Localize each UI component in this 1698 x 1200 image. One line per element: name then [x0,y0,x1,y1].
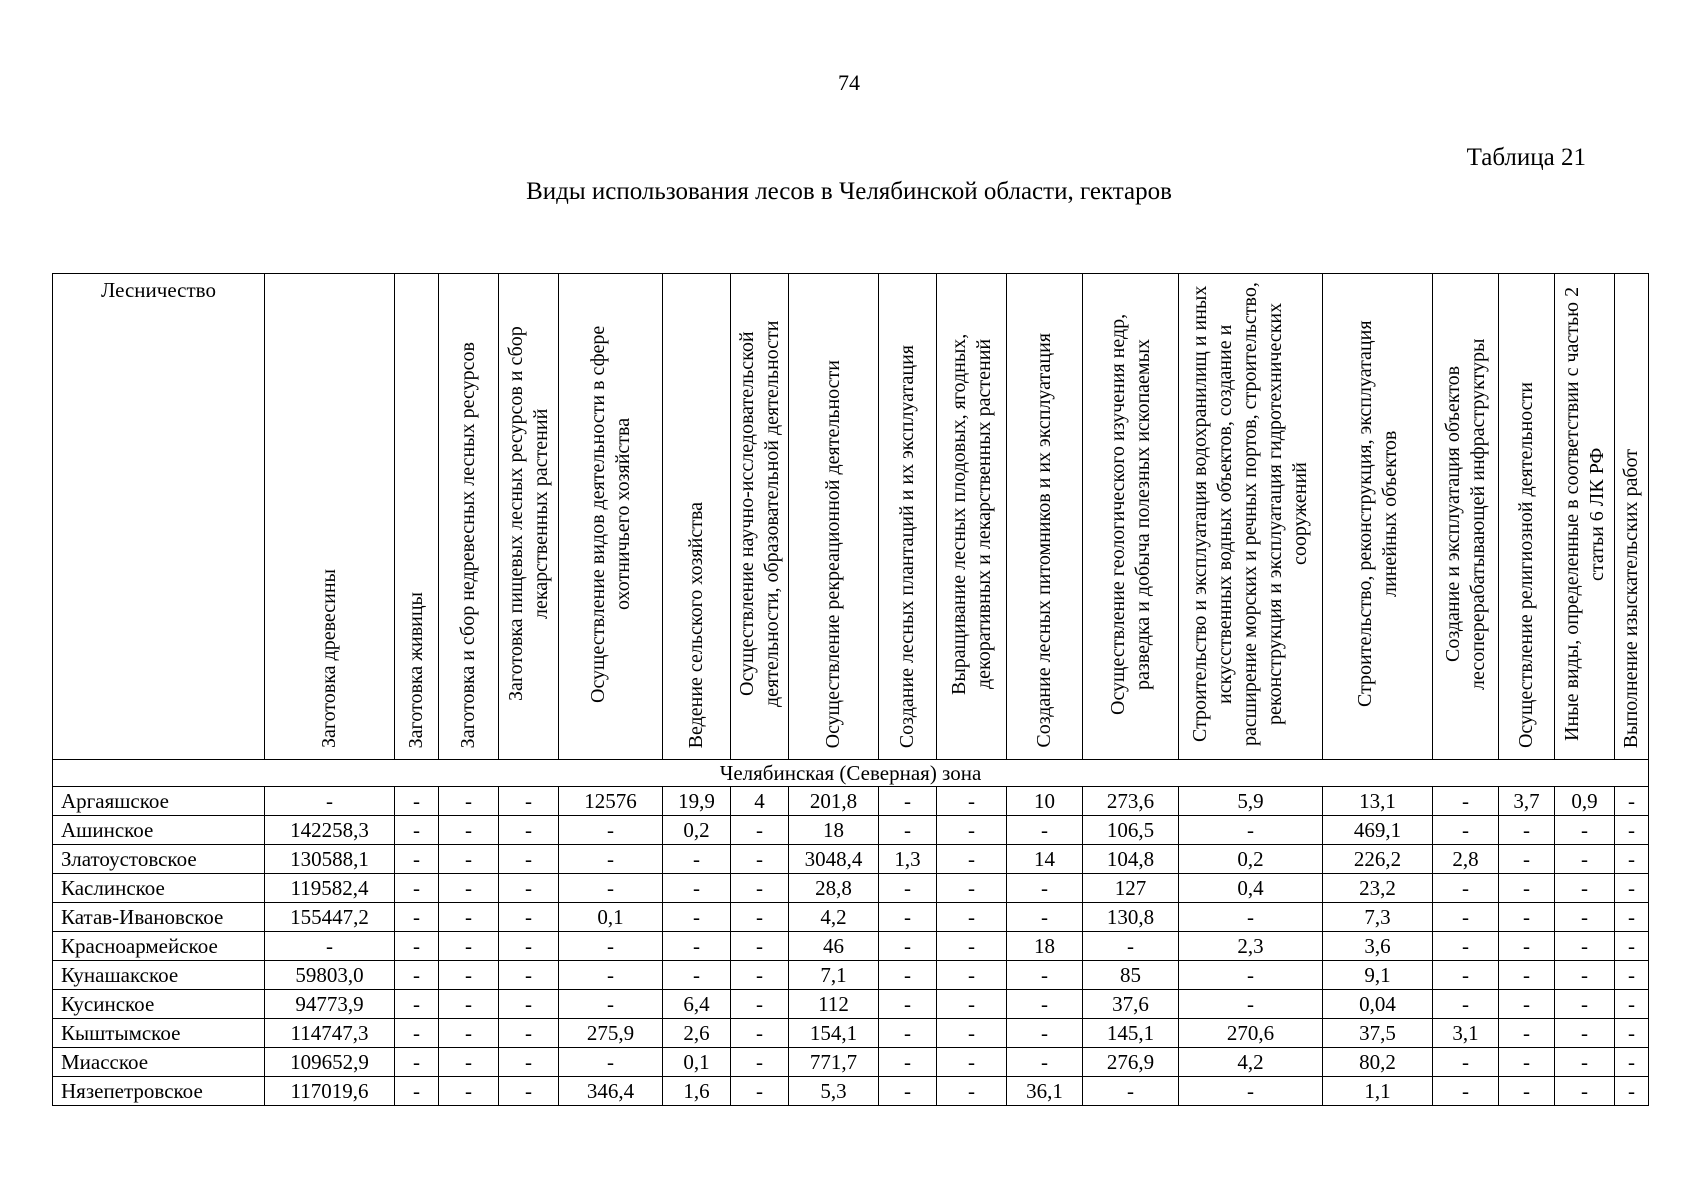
table-cell: - [439,1048,499,1077]
corner-header: Лесничество [53,274,265,760]
table-cell: 270,6 [1179,1019,1323,1048]
table-cell: - [1007,990,1083,1019]
table-cell: - [731,932,789,961]
table-cell: - [499,1019,559,1048]
table-cell: 771,7 [789,1048,879,1077]
table-cell: 226,2 [1323,845,1433,874]
table-cell: - [1179,990,1323,1019]
table-cell: - [879,932,937,961]
table-cell: - [1615,932,1649,961]
column-header: Выполнение изыскательских работ [1615,274,1649,760]
table-cell: - [1555,990,1615,1019]
table-cell: - [1555,845,1615,874]
table-cell: - [1433,990,1499,1019]
column-header: Заготовка и сбор недревесных лесных ресурсов [439,274,499,760]
table-cell: 346,4 [559,1077,663,1106]
table-cell: 2,8 [1433,845,1499,874]
table-row [53,903,1649,932]
table-cell: - [1555,874,1615,903]
table-cell: 37,6 [1083,990,1179,1019]
table-cell: 6,4 [663,990,731,1019]
table-cell: - [1433,816,1499,845]
table-cell: - [1555,1048,1615,1077]
table-cell: - [395,874,439,903]
table-cell: 2,3 [1179,932,1323,961]
forestry-name: Катав-Ивановское [53,903,265,932]
table-cell: - [663,932,731,961]
table-cell: 7,1 [789,961,879,990]
table-cell: 2,6 [663,1019,731,1048]
table-cell: 4 [731,787,789,816]
table-cell: - [559,990,663,1019]
table-cell: - [499,845,559,874]
table-cell: 275,9 [559,1019,663,1048]
table-cell: 46 [789,932,879,961]
table-cell: - [1179,1077,1323,1106]
table-cell: - [559,932,663,961]
table-cell: - [395,787,439,816]
table-row [53,932,1649,961]
table-cell: - [439,787,499,816]
table-cell: - [1555,903,1615,932]
forestry-name: Кунашакское [53,961,265,990]
table-cell: - [439,903,499,932]
column-header: Осуществление религиозной деятельности [1499,274,1555,760]
table-cell: 1,6 [663,1077,731,1106]
table-cell: 1,1 [1323,1077,1433,1106]
table-cell: 28,8 [789,874,879,903]
table-cell: - [499,1048,559,1077]
table-cell: - [1499,1048,1555,1077]
table-cell: - [937,932,1007,961]
forestry-name: Аргаяшское [53,787,265,816]
table-cell: - [1433,932,1499,961]
table-cell: 59803,0 [265,961,395,990]
table-cell: - [499,932,559,961]
table-cell: - [499,816,559,845]
forestry-name: Миасское [53,1048,265,1077]
table-cell: - [439,874,499,903]
table-row [53,1019,1649,1048]
table-cell: - [937,1048,1007,1077]
forestry-name: Красноармейское [53,932,265,961]
column-header: Заготовка живицы [395,274,439,760]
table-cell: - [499,787,559,816]
table-cell: - [731,1077,789,1106]
table-cell: 80,2 [1323,1048,1433,1077]
table-cell: - [395,1019,439,1048]
zone-row [53,760,1649,787]
table-cell: 94773,9 [265,990,395,1019]
table-cell: - [1499,903,1555,932]
column-header: Создание лесных питомников и их эксплуатация [1007,274,1083,760]
column-header: Заготовка древесины [265,274,395,760]
table-cell: - [559,874,663,903]
forestry-name: Нязепетровское [53,1077,265,1106]
table-cell: 0,2 [1179,845,1323,874]
table-cell: - [1615,1019,1649,1048]
table-cell: - [1433,787,1499,816]
table-cell: 127 [1083,874,1179,903]
table-cell: 201,8 [789,787,879,816]
forestry-name: Каслинское [53,874,265,903]
table-cell: - [395,961,439,990]
table-cell: - [1499,816,1555,845]
table-cell: - [879,903,937,932]
table-cell: 0,2 [663,816,731,845]
table-cell: - [1179,816,1323,845]
table-cell: - [439,932,499,961]
table-cell: 0,9 [1555,787,1615,816]
table-cell: 273,6 [1083,787,1179,816]
table-row [53,990,1649,1019]
table-cell: 37,5 [1323,1019,1433,1048]
table-cell: - [1615,874,1649,903]
table-cell: - [663,961,731,990]
forestry-name: Ашинское [53,816,265,845]
table-cell: - [1499,932,1555,961]
table-cell: - [731,903,789,932]
table-cell: - [1179,903,1323,932]
table-cell: 3,6 [1323,932,1433,961]
table-cell: - [1433,903,1499,932]
table-cell: 36,1 [1007,1077,1083,1106]
table-cell: - [879,787,937,816]
table-cell: 0,4 [1179,874,1323,903]
table-cell: 0,04 [1323,990,1433,1019]
table-cell: - [1615,990,1649,1019]
column-header: Заготовка пищевых лесных ресурсов и сбор лекарственных растений [499,274,559,760]
table-cell: 14 [1007,845,1083,874]
table-row [53,961,1649,990]
table-cell: - [879,1077,937,1106]
table-cell: - [1615,1048,1649,1077]
table-cell: 0,1 [663,1048,731,1077]
table-cell: - [1007,1019,1083,1048]
table-cell: - [395,845,439,874]
table-cell: - [499,874,559,903]
table-cell: - [559,1048,663,1077]
column-header: Выращивание лесных плодовых, ягодных, декоративных и лекарственных растений [937,274,1007,760]
column-header: Осуществление научно-исследовательской деятельности, образовательной деятельности [731,274,789,760]
table-cell: - [1433,1048,1499,1077]
table-cell: - [1007,961,1083,990]
table-cell: - [559,816,663,845]
table-cell: - [937,787,1007,816]
forestry-name: Кыштымское [53,1019,265,1048]
table-cell: - [937,874,1007,903]
table-cell: 130,8 [1083,903,1179,932]
table-cell: - [1555,932,1615,961]
table-cell: - [1499,1077,1555,1106]
table-cell: - [879,874,937,903]
table-cell: - [731,874,789,903]
table-cell: - [879,990,937,1019]
table-row [53,1048,1649,1077]
table-cell: - [559,961,663,990]
table-cell: - [1499,990,1555,1019]
table-cell: - [1615,787,1649,816]
table-cell: - [1433,1077,1499,1106]
table-cell: - [1555,816,1615,845]
table-cell: 119582,4 [265,874,395,903]
table-cell: 145,1 [1083,1019,1179,1048]
table-cell: - [395,990,439,1019]
table-cell: - [395,903,439,932]
zone-label: Челябинская (Северная) зона [53,760,1649,787]
table-cell: - [879,1019,937,1048]
table-cell: 18 [1007,932,1083,961]
table-cell: - [1007,874,1083,903]
table-cell: - [937,1077,1007,1106]
table-cell: - [879,1048,937,1077]
column-header: Осуществление геологического изучения недр, разведка и добыча полезных ископаемых [1083,274,1179,760]
table-cell: - [395,1077,439,1106]
table-cell: 112 [789,990,879,1019]
table-cell: 154,1 [789,1019,879,1048]
table-cell: - [1499,874,1555,903]
table-cell: - [937,1019,1007,1048]
table-cell: 3048,4 [789,845,879,874]
table-cell: - [395,932,439,961]
table-cell: - [1555,961,1615,990]
table-cell: 3,7 [1499,787,1555,816]
table-cell: - [439,845,499,874]
table-cell: - [1433,874,1499,903]
table-cell: - [1499,961,1555,990]
forestry-name: Златоустовское [53,845,265,874]
table-cell: 469,1 [1323,816,1433,845]
table-cell: 7,3 [1323,903,1433,932]
table-cell: - [1499,1019,1555,1048]
table-cell: - [1615,903,1649,932]
table-cell: - [663,903,731,932]
table-cell: - [1007,903,1083,932]
table-cell: - [395,1048,439,1077]
document-title: Виды использования лесов в Челябинской области, гектаров [526,178,1172,205]
column-header: Строительство и эксплуатация водохранилищ и иных искусственных водных объектов, создание и расширение морских и речных портов, строительство, реконструкция и эксплуатация гидротехнических сооружений [1179,274,1323,760]
table-cell: - [879,816,937,845]
column-header: Осуществление видов деятельности в сфере охотничьего хозяйства [559,274,663,760]
table-row [53,845,1649,874]
table-cell: - [1007,816,1083,845]
table-row [53,816,1649,845]
table-cell: 155447,2 [265,903,395,932]
table-cell: 1,3 [879,845,937,874]
table-cell: - [395,816,439,845]
table-cell: - [265,932,395,961]
table-cell: - [1083,932,1179,961]
table-cell: - [1555,1077,1615,1106]
table-cell: 104,8 [1083,845,1179,874]
table-cell: - [663,845,731,874]
table-cell: - [439,816,499,845]
table-cell: - [937,990,1007,1019]
table-row [53,874,1649,903]
table-cell: - [439,961,499,990]
table-cell: 0,1 [559,903,663,932]
table-cell: - [879,961,937,990]
table-cell: 117019,6 [265,1077,395,1106]
column-header: Создание и эксплуатация объектов лесоперерабатывающей инфраструктуры [1433,274,1499,760]
forest-use-table [52,273,1649,1106]
table-cell: 5,3 [789,1077,879,1106]
table-cell: - [499,903,559,932]
table-cell: - [1615,1077,1649,1106]
table-cell: - [731,961,789,990]
table-cell: - [1615,816,1649,845]
table-cell: 4,2 [789,903,879,932]
table-cell: - [937,816,1007,845]
table-cell: 114747,3 [265,1019,395,1048]
table-cell: - [1615,845,1649,874]
table-cell: - [663,874,731,903]
table-cell: 142258,3 [265,816,395,845]
table-cell: - [439,990,499,1019]
table-cell: 12576 [559,787,663,816]
column-header: Ведение сельского хозяйства [663,274,731,760]
table-cell: - [937,845,1007,874]
table-cell: - [1179,961,1323,990]
table-cell: - [731,990,789,1019]
table-cell: - [1007,1048,1083,1077]
header-row [53,274,1649,760]
column-header: Создание лесных плантаций и их эксплуатация [879,274,937,760]
table-cell: - [731,1048,789,1077]
table-cell: - [731,1019,789,1048]
table-cell: - [439,1019,499,1048]
table-cell: 130588,1 [265,845,395,874]
table-row [53,1077,1649,1106]
table-cell: - [499,1077,559,1106]
table-cell: - [559,845,663,874]
table-label: Таблица 21 [1466,144,1586,171]
table-cell: - [499,990,559,1019]
table-cell: - [937,961,1007,990]
table-cell: - [1433,961,1499,990]
table-cell: - [731,845,789,874]
table-cell: - [1499,845,1555,874]
table-cell: 18 [789,816,879,845]
table-cell: 5,9 [1179,787,1323,816]
table-cell: 106,5 [1083,816,1179,845]
table-cell: 19,9 [663,787,731,816]
table-cell: - [937,903,1007,932]
table-cell: - [1083,1077,1179,1106]
table-cell: - [1555,1019,1615,1048]
table-cell: 13,1 [1323,787,1433,816]
table-cell: 85 [1083,961,1179,990]
table-row [53,787,1649,816]
table-cell: - [439,1077,499,1106]
table-cell: 10 [1007,787,1083,816]
table-cell: - [499,961,559,990]
table-cell: 3,1 [1433,1019,1499,1048]
table-cell: 276,9 [1083,1048,1179,1077]
table-cell: 4,2 [1179,1048,1323,1077]
table-cell: 23,2 [1323,874,1433,903]
page-number: 74 [838,70,860,95]
table-cell: - [265,787,395,816]
table-cell: 109652,9 [265,1048,395,1077]
column-header: Строительство, реконструкция, эксплуатация линейных объектов [1323,274,1433,760]
column-header: Иные виды, определенные в соответствии с частью 2 статьи 6 ЛК РФ [1555,274,1615,760]
table-cell: - [1615,961,1649,990]
table-cell: 9,1 [1323,961,1433,990]
column-header: Осуществление рекреационной деятельности [789,274,879,760]
forestry-name: Кусинское [53,990,265,1019]
table-cell: - [731,816,789,845]
